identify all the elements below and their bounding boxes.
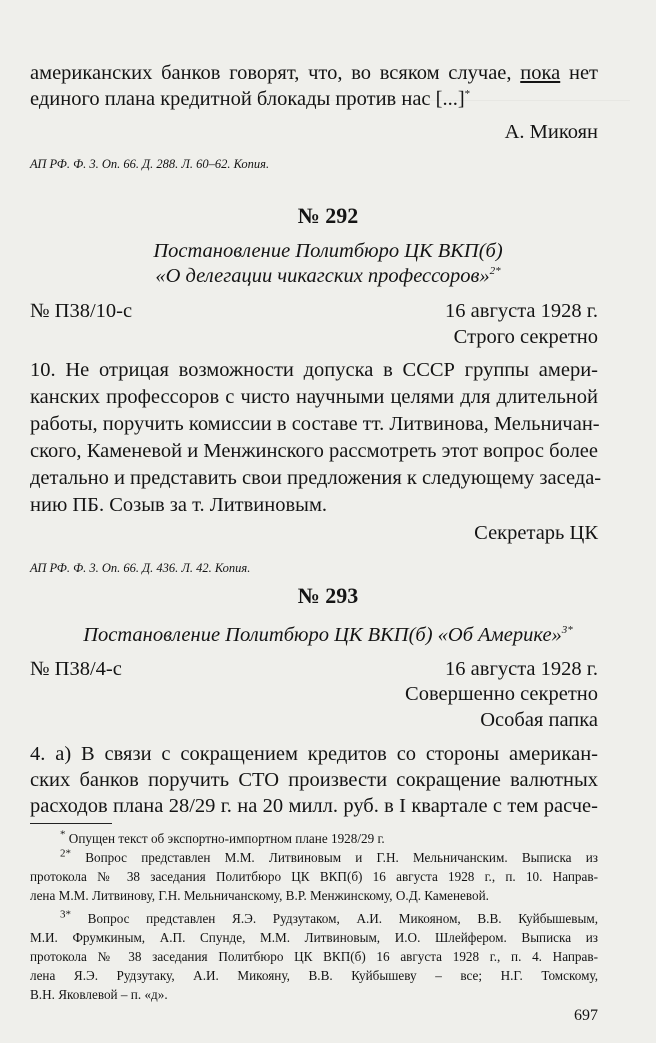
footnote-line: протокола № 38 заседания Политбюро ЦК ВКП(б) 16 августа 1928 г., п. 10. Направ- [30,869,598,884]
footnote-mark: 2* [60,847,71,860]
doc-292-body-line: работы, поручить комиссии в составе тт. Литвинова, Мельничан- [30,413,600,435]
doc-292-number: № 292 [297,203,359,228]
footnote-line: М.И. Фрумкиным, А.П. Спунде, М.М. Литвиновым, И.О. Шлейфером. Выписка из [30,930,598,945]
doc-292-body-line: нию ПБ. Созыв за т. Литвиновым. [30,494,328,516]
signature-mikoyan: А. Микоян [504,121,598,143]
continuation-text-b: нет [560,62,598,84]
continuation-line-2 [30,84,470,115]
doc-293-body-line: 4. а) В связи с сокращением кредитов со стороны американ- [30,743,598,765]
footnote-ref-2: 2* [489,265,501,278]
doc-293-number: № 293 [297,583,359,608]
underlined-word: пока [520,62,561,84]
doc-292-body-line: канских профессоров с чисто научными целями для длительной [30,386,598,408]
footnote-line: Вопрос представлен Я.Э. Рудзутаком, А.И. Микояном, В.В. Куйбышевым, [87,911,598,926]
footnote-2 [60,848,598,867]
doc-292-body-line: ского, Каменевой и Менжинского рассмотреть этот вопрос более [30,440,598,462]
doc-292-classification: Строго секретно [453,326,598,348]
doc-292-date: 16 августа 1928 г. [445,300,598,322]
continuation-text-c: единого плана кредитной блокады против нас [...] [30,88,465,110]
doc-292-signature: Секретарь ЦК [474,522,598,544]
archive-source-2: АП РФ. Ф. 3. Оп. 66. Д. 436. Л. 42. Копия. [30,561,251,575]
footnote-line: лена М.М. Литвинову, Г.Н. Мельничанскому, В.Р. Менжинскому, О.Д. Каменевой. [30,888,489,903]
doc-292-body-line: детально и представить свои предложения к следующему заседа- [30,467,602,489]
doc-292-body-line: 10. Не отрицая возможности допуска в СССР группы амери- [30,359,598,381]
footnote-mark: * [60,828,66,841]
footnote-line: лена Я.Э. Рудзутаку, А.И. Микояну, В.В. Куйбышеву – все; Н.Г. Томскому, [30,968,598,983]
doc-292-reg-no: № П38/10-с [30,300,133,322]
footnote-ref-3: 3* [561,624,573,637]
footnote-mark: 3* [60,908,71,921]
archive-source-1: АП РФ. Ф. 3. Оп. 66. Д. 288. Л. 60–62. Копия. [30,157,270,171]
footnote-1 [60,829,385,848]
footnote-line: Опущен текст об экспортно-импортном плане 1928/29 г. [68,831,385,846]
footnote-line: Вопрос представлен М.М. Литвиновым и Г.Н. Мельничанским. Выписка из [85,850,599,865]
doc-293-title-text: Постановление Политбюро ЦК ВКП(б) «Об Америке» [83,624,562,646]
doc-293-classification-2: Особая папка [480,709,598,731]
doc-292-title-line2 [0,261,656,292]
doc-293-body-line: ских банков поручить СТО произвести сокращение валютных [30,769,598,791]
doc-293-date: 16 августа 1928 г. [445,658,598,680]
footnote-ref-star: * [464,88,471,101]
doc-293-reg-no: № П38/4-с [30,658,122,680]
doc-292-title-line1: Постановление Политбюро ЦК ВКП(б) [153,240,503,262]
footnote-divider [30,823,112,824]
doc-292-title-text: «О делегации чикагских профессоров» [155,265,490,287]
footnote-3 [60,909,598,928]
doc-293-title [0,620,656,651]
doc-293-body-line: расходов плана 28/29 г. на 20 милл. руб. в I квартале с тем расче- [30,795,598,817]
doc-293-classification-1: Совершенно секретно [405,683,598,705]
page-number: 697 [574,1007,598,1024]
continuation-text-a: американских банков говорят, что, во всяком случае, [30,62,521,84]
footnote-line: протокола № 38 заседания Политбюро ЦК ВКП(б) 16 августа 1928 г., п. 4. Направ- [30,949,598,964]
footnote-line: В.Н. Яковлевой – п. «д». [30,987,168,1002]
